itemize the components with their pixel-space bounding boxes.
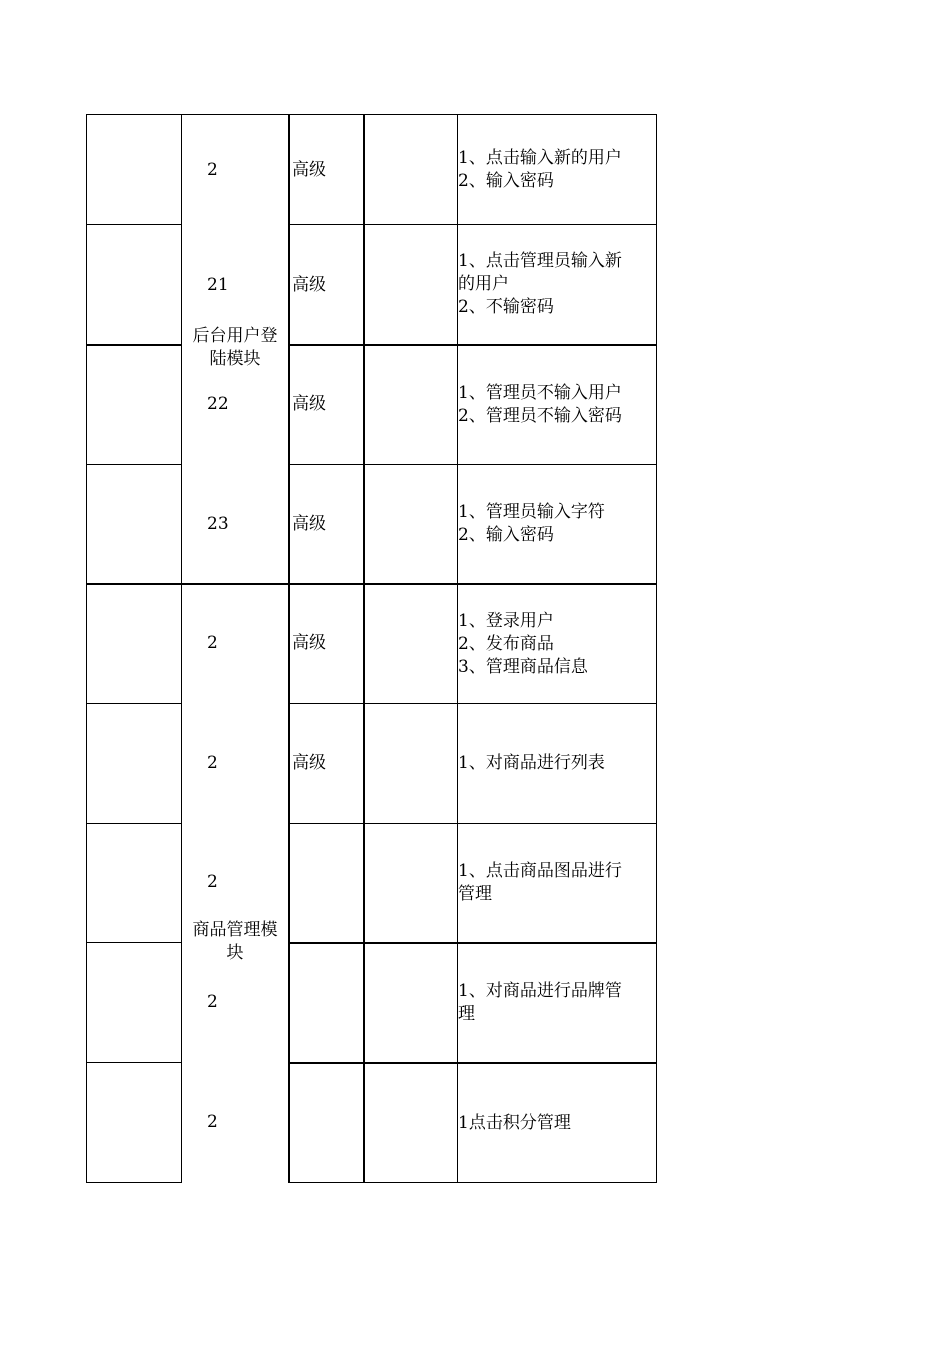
row-number: 2 <box>207 872 218 892</box>
row-border-5 <box>86 703 182 704</box>
row-number: 21 <box>207 275 229 295</box>
row-number: 2 <box>207 1112 218 1132</box>
row-number: 2 <box>207 160 218 180</box>
step-line: 管理 <box>458 884 492 904</box>
table-border-bottom-b <box>288 1182 657 1183</box>
row-level: 高级 <box>292 275 326 295</box>
table-border-left <box>86 114 87 1183</box>
test-case-table <box>86 114 657 1183</box>
row-level: 高级 <box>292 753 326 773</box>
step-line: 3、管理商品信息 <box>458 656 588 677</box>
row-steps <box>458 115 654 224</box>
step-line: 1点击积分管理 <box>458 1112 571 1133</box>
row-steps <box>458 1064 654 1182</box>
table-border-col1 <box>181 114 182 1183</box>
step-line: 1、点击商品图品进行 <box>458 861 622 881</box>
step-line: 2、输入密码 <box>458 170 554 191</box>
table-border-bottom <box>86 1182 182 1183</box>
table-border-col3 <box>363 114 365 1183</box>
row-border-8 <box>86 1062 182 1063</box>
row-number: 2 <box>207 992 218 1012</box>
step-line: 1、登录用户 <box>458 610 554 631</box>
row-steps <box>458 346 654 464</box>
table-border-right <box>656 114 657 1183</box>
table-border-col2 <box>288 114 290 1183</box>
row-steps <box>458 465 654 583</box>
row-border-6 <box>86 823 182 824</box>
step-line: 2、发布商品 <box>458 633 554 654</box>
step-line: 的用户 <box>458 274 509 294</box>
step-line: 2、输入密码 <box>458 525 554 545</box>
row-level: 高级 <box>292 394 326 414</box>
row-number: 22 <box>207 394 229 414</box>
step-line: 1、管理员输入字符 <box>458 502 605 522</box>
step-line: 2、不输密码 <box>458 297 554 317</box>
row-number: 2 <box>207 753 218 773</box>
row-border-3 <box>86 464 182 465</box>
row-level: 高级 <box>292 160 326 180</box>
step-line: 2、管理员不输入密码 <box>458 406 622 426</box>
row-border-7 <box>86 942 182 943</box>
row-border-1 <box>86 224 182 225</box>
module-cell-goods <box>182 919 288 965</box>
step-line: 1、对商品进行列表 <box>458 753 605 773</box>
step-line: 理 <box>458 1004 475 1024</box>
row-number: 2 <box>207 633 218 653</box>
row-steps <box>458 704 654 823</box>
module-line: 块 <box>226 943 244 963</box>
row-steps <box>458 944 654 1062</box>
module-cell-login <box>182 325 288 371</box>
row-level: 高级 <box>292 633 326 653</box>
step-line: 1、管理员不输入用户 <box>458 383 622 403</box>
step-line: 1、点击输入新的用户 <box>458 147 622 168</box>
module-line: 后台用户登 <box>192 326 278 346</box>
row-number: 23 <box>207 514 229 534</box>
module-line: 陆模块 <box>209 349 261 369</box>
row-level: 高级 <box>292 514 326 534</box>
row-steps <box>458 824 654 942</box>
module-line: 商品管理模 <box>192 920 278 940</box>
step-line: 1、对商品进行品牌管 <box>458 981 622 1001</box>
step-line: 1、点击管理员输入新 <box>458 251 622 271</box>
row-border-2 <box>86 344 182 346</box>
row-steps <box>458 585 654 703</box>
row-steps <box>458 225 654 344</box>
